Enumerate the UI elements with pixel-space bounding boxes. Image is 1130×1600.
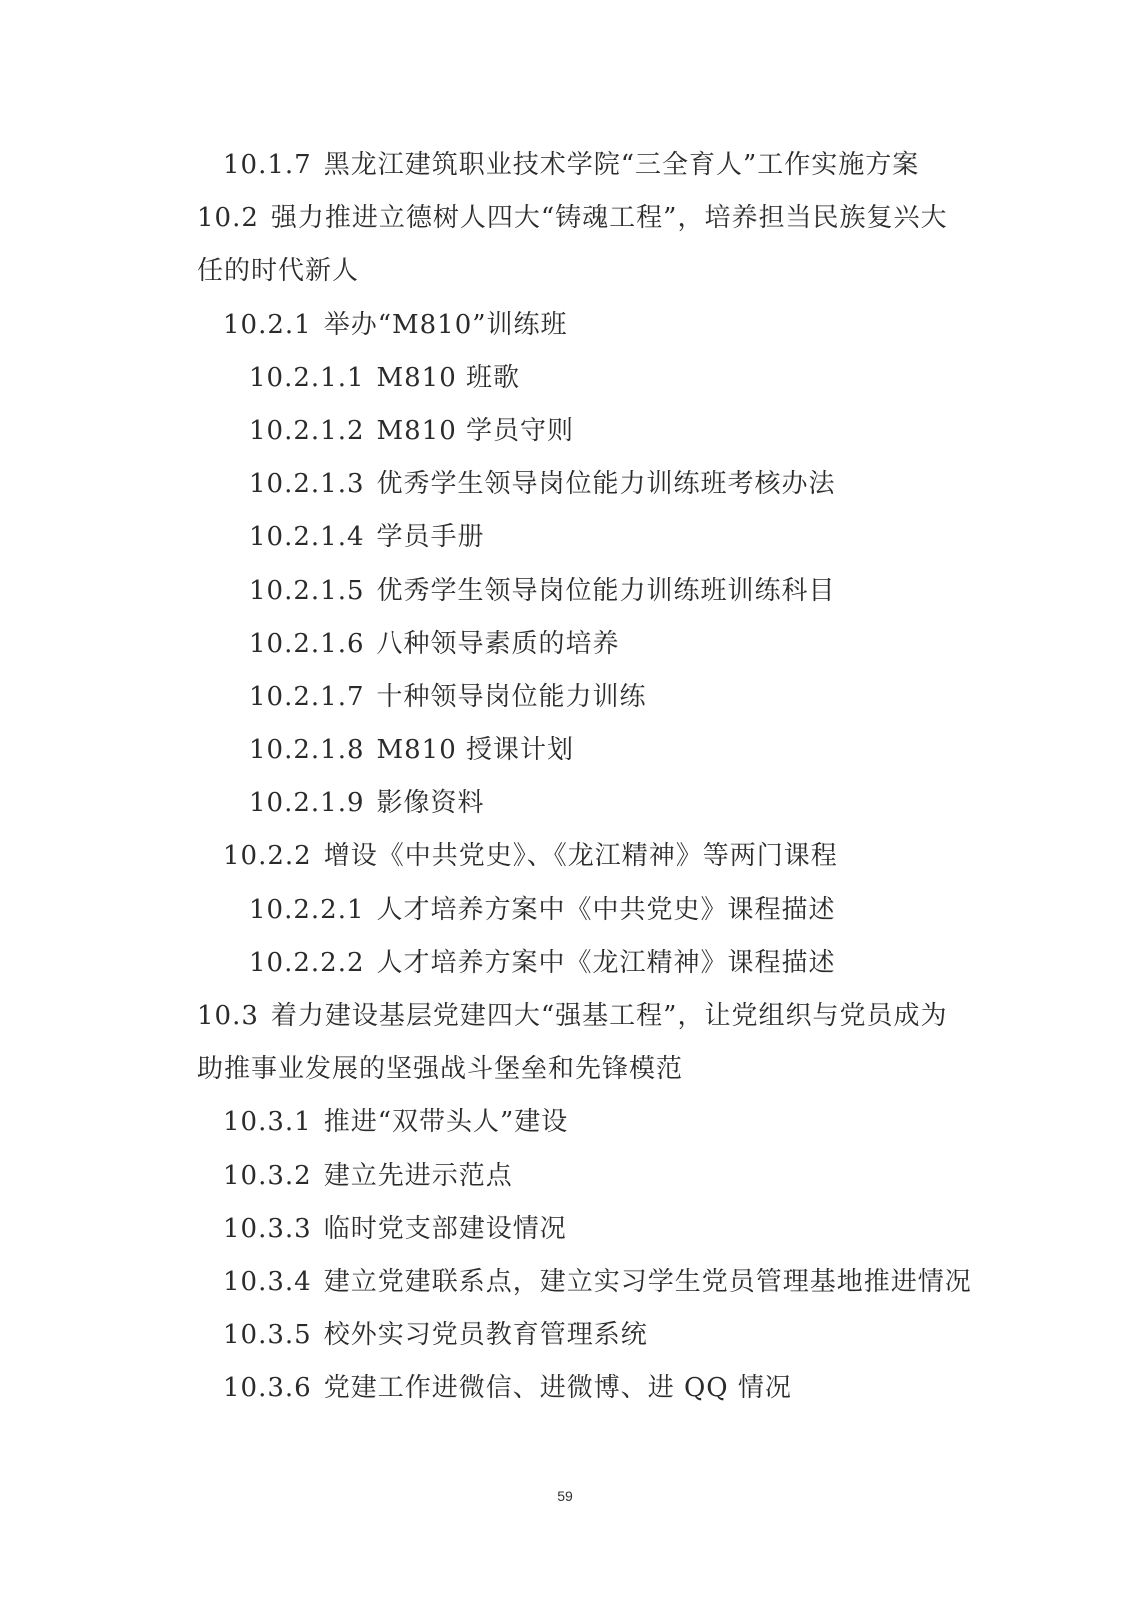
toc-entry-number: 10.3.6 (223, 1373, 312, 1404)
toc-entry-title: 推进“双带头人”建设 (323, 1107, 569, 1138)
toc-entry (197, 777, 957, 830)
toc-entry-number: 10.2.1.7 (249, 681, 365, 712)
toc-entry (197, 724, 957, 777)
table-of-contents (197, 139, 972, 1416)
toc-entry-title: 建立先进示范点 (323, 1160, 513, 1191)
page-number: 59 (557, 1488, 573, 1504)
toc-entry-number: 10.2.1 (223, 309, 312, 340)
toc-entry (197, 884, 957, 937)
toc-entry (197, 245, 957, 298)
toc-entry-number: 10.2.1.6 (249, 628, 365, 659)
toc-entry-number: 10.3.3 (223, 1213, 312, 1244)
toc-entry-number: 10.3.2 (223, 1160, 312, 1191)
toc-entry-number: 10.1.7 (223, 150, 312, 180)
toc-entry-title: 举办“M810”训练班 (323, 309, 568, 340)
toc-entry-title: 影像资料 (376, 788, 485, 819)
toc-entry-number: 10.2.1.8 (249, 735, 365, 766)
toc-entry-title: 强力推进立德树人四大“铸魂工程”，培养担当民族复兴大 (270, 203, 948, 234)
toc-entry (197, 1309, 957, 1362)
toc-entry-title: M810 班歌 (376, 362, 521, 393)
toc-entry (197, 1043, 957, 1096)
toc-entry-title: M810 授课计划 (376, 735, 575, 766)
toc-entry (197, 937, 957, 990)
toc-entry-title: 增设《中共党史》、《龙江精神》等两门课程 (323, 841, 838, 872)
toc-entry (197, 1362, 957, 1415)
toc-entry-number: 10.3 (197, 1001, 259, 1031)
toc-entry-title: 建立党建联系点，建立实习学生党员管理基地推进情况 (323, 1266, 972, 1297)
toc-entry-number: 10.2 (197, 203, 259, 234)
toc-entry (197, 1203, 957, 1256)
toc-entry-number: 10.2.1.5 (249, 575, 365, 606)
toc-entry-number: 10.3.1 (223, 1107, 312, 1138)
toc-entry-title: M810 学员守则 (376, 415, 575, 446)
toc-entry-title: 人才培养方案中《中共党史》课程描述 (376, 894, 836, 925)
toc-entry-title: 党建工作进微信、进微博、进 QQ 情况 (323, 1373, 792, 1404)
toc-entry-title: 优秀学生领导岗位能力训练班训练科目 (376, 575, 836, 606)
toc-entry (197, 405, 957, 458)
toc-entry (197, 990, 957, 1043)
toc-entry-title: 校外实习党员教育管理系统 (323, 1320, 648, 1351)
toc-entry (197, 1150, 957, 1203)
toc-entry-number: 10.3.5 (223, 1320, 312, 1351)
toc-entry (197, 1096, 957, 1149)
toc-entry-number: 10.3.4 (223, 1266, 312, 1297)
toc-entry-title: 八种领导素质的培养 (376, 628, 620, 659)
toc-entry (197, 671, 957, 724)
toc-entry-title: 临时党支部建设情况 (323, 1213, 567, 1244)
toc-entry-title: 着力建设基层党建四大“强基工程”，让党组织与党员成为 (270, 1001, 948, 1031)
toc-entry (197, 618, 957, 671)
toc-entry (197, 299, 957, 352)
toc-entry (197, 565, 957, 618)
toc-entry (197, 1256, 972, 1309)
toc-entry-number: 10.2.1.4 (249, 522, 365, 553)
toc-entry (197, 511, 957, 564)
toc-entry (197, 830, 957, 883)
toc-entry-number: 10.2.2.1 (249, 894, 365, 925)
toc-entry (197, 139, 957, 192)
toc-entry-number: 10.2.1.1 (249, 362, 365, 393)
toc-entry-title: 黑龙江建筑职业技术学院“三全育人”工作实施方案 (323, 150, 920, 180)
toc-entry-title: 人才培养方案中《龙江精神》课程描述 (376, 947, 836, 978)
toc-entry (197, 192, 957, 245)
toc-entry (197, 458, 957, 511)
toc-entry-number: 10.2.1.2 (249, 415, 365, 446)
toc-entry-title: 助推事业发展的坚强战斗堡垒和先锋模范 (197, 1054, 684, 1085)
toc-entry-number: 10.2.1.3 (249, 469, 365, 500)
toc-entry-number: 10.2.1.9 (249, 788, 365, 819)
toc-entry-title: 十种领导岗位能力训练 (376, 681, 647, 712)
toc-entry-title: 优秀学生领导岗位能力训练班考核办法 (376, 469, 836, 500)
toc-entry-title: 学员手册 (376, 522, 485, 553)
toc-entry (197, 352, 957, 405)
toc-entry-number: 10.2.2 (223, 841, 312, 872)
toc-entry-title: 任的时代新人 (197, 256, 360, 287)
toc-entry-number: 10.2.2.2 (249, 947, 365, 978)
